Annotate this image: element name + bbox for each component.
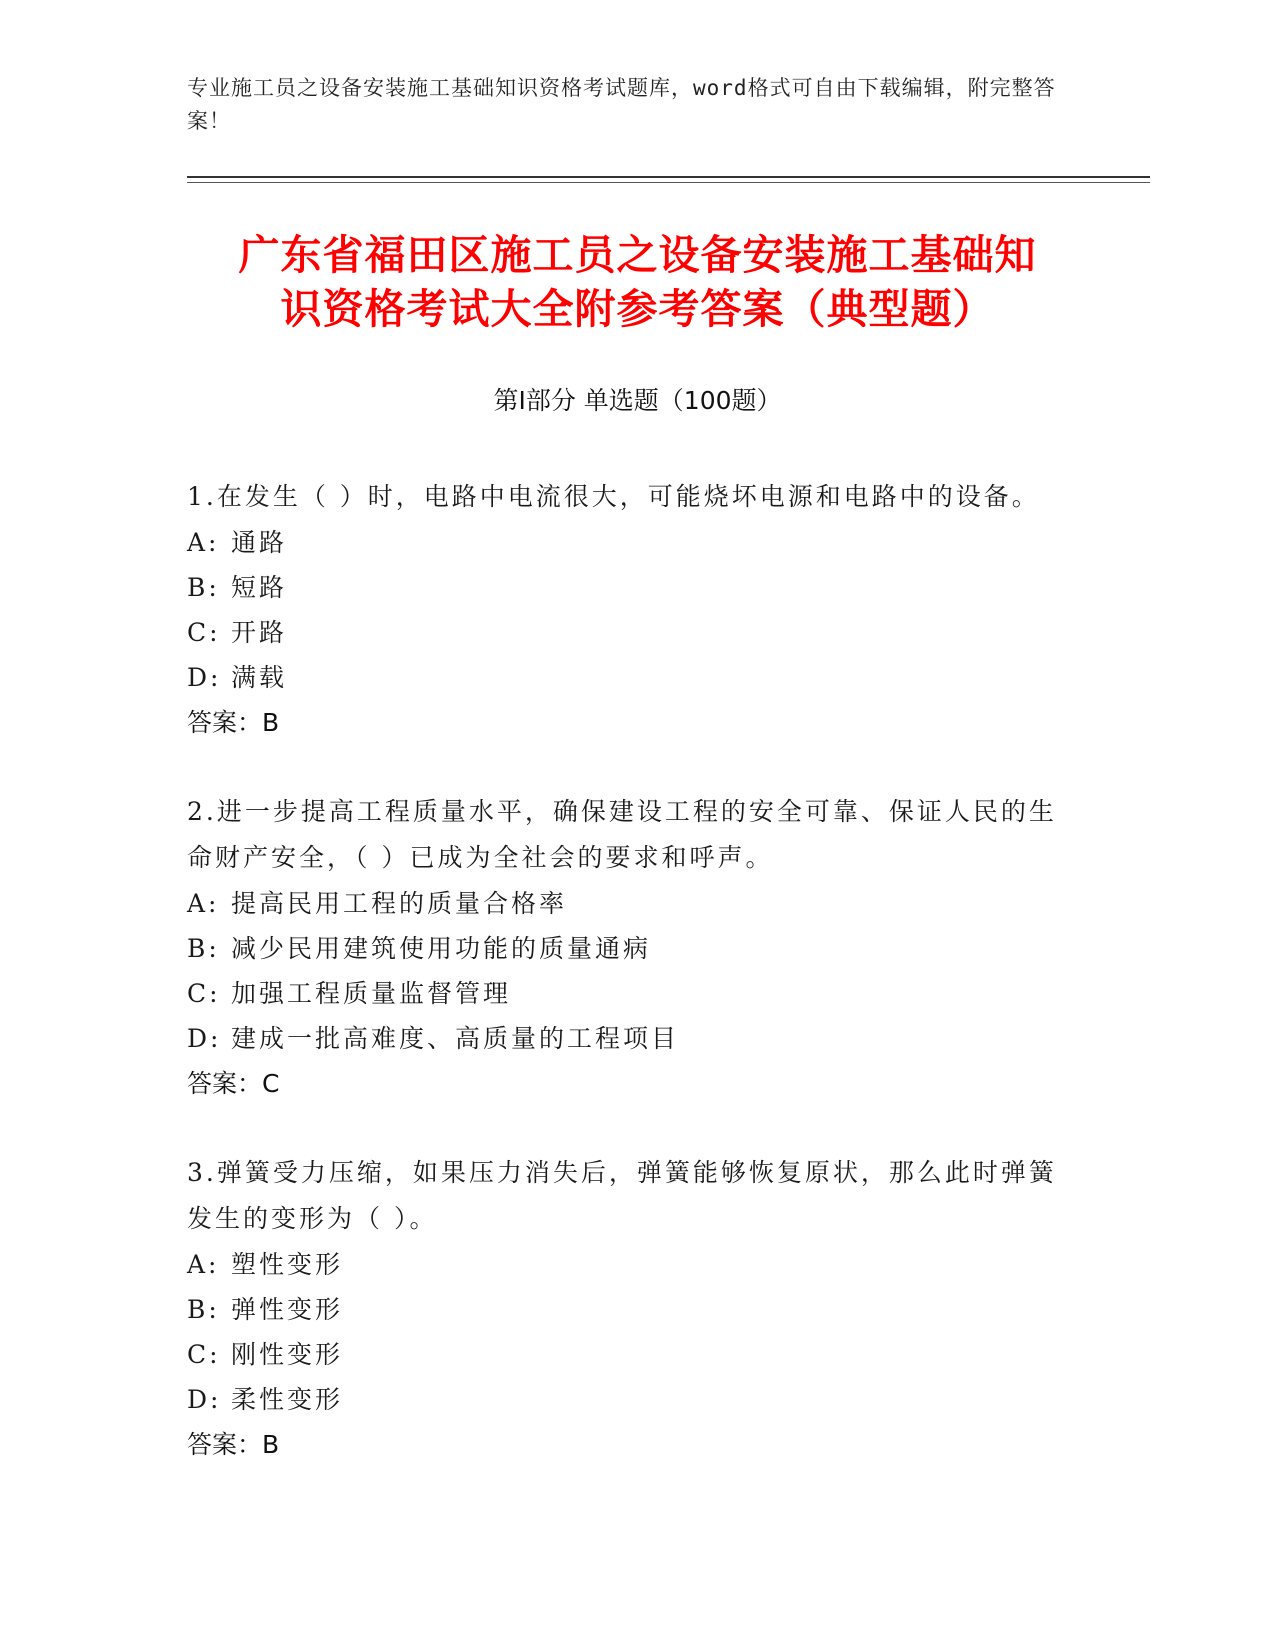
option-d — [187, 655, 1067, 700]
document-title-line-2: 识资格考试大全附参考答案（典型题） — [280, 285, 995, 333]
answer-line: 答案：B — [187, 1430, 280, 1459]
option-letter: A: — [187, 889, 220, 918]
section-title: 第Ⅰ部分 单选题（100题） — [493, 386, 782, 415]
option-letter: B: — [187, 573, 220, 602]
option-d — [187, 1016, 1067, 1061]
option-a — [187, 520, 1067, 565]
option-letter: A: — [187, 528, 220, 557]
question-item — [187, 789, 1067, 1107]
option-text: 弹性变形 — [231, 1295, 344, 1324]
answer-line: 答案：C — [187, 1069, 280, 1098]
option-a — [187, 881, 1067, 926]
option-text: 提高民用工程的质量合格率 — [231, 889, 568, 918]
question-item — [187, 474, 1067, 746]
answer-line: 答案：B — [187, 708, 280, 737]
document-title — [150, 228, 1125, 336]
option-letter: C: — [187, 979, 221, 1008]
question-item — [187, 1150, 1067, 1468]
option-text: 满载 — [231, 663, 288, 692]
option-text: 加强工程质量监督管理 — [231, 979, 512, 1008]
option-letter: A: — [187, 1250, 220, 1279]
option-text: 刚性变形 — [231, 1340, 344, 1369]
header-rule-thick — [187, 176, 1150, 178]
question-list — [187, 474, 1067, 1511]
header-rule-thin — [187, 182, 1150, 183]
option-b — [187, 565, 1067, 610]
option-d — [187, 1377, 1067, 1422]
option-text: 塑性变形 — [231, 1250, 344, 1279]
option-letter: C: — [187, 618, 221, 647]
question-stem: 2.进一步提高工程质量水平，确保建设工程的安全可靠、保证人民的生命财产安全，（ ）已成为全社会的要求和呼声。 — [187, 797, 1057, 872]
option-a — [187, 1242, 1067, 1287]
option-letter: D: — [187, 663, 222, 692]
option-letter: D: — [187, 1385, 222, 1414]
option-c — [187, 610, 1067, 655]
option-text: 减少民用建筑使用功能的质量通病 — [231, 934, 652, 963]
option-letter: B: — [187, 1295, 220, 1324]
option-letter: D: — [187, 1024, 222, 1053]
option-text: 短路 — [231, 573, 288, 602]
question-stem: 1.在发生（ ）时，电路中电流很大，可能烧坏电源和电路中的设备。 — [187, 482, 1040, 511]
option-text: 通路 — [231, 528, 288, 557]
option-letter: B: — [187, 934, 220, 963]
option-text: 开路 — [231, 618, 288, 647]
option-c — [187, 971, 1067, 1016]
document-title-line-1: 广东省福田区施工员之设备安装施工基础知 — [238, 231, 1037, 279]
option-text: 柔性变形 — [231, 1385, 344, 1414]
option-c — [187, 1332, 1067, 1377]
option-b — [187, 1287, 1067, 1332]
option-text: 建成一批高难度、高质量的工程项目 — [231, 1024, 680, 1053]
header-note: 专业施工员之设备安装施工基础知识资格考试题库，word格式可自由下载编辑，附完整答案！ — [187, 76, 1056, 133]
option-b — [187, 926, 1067, 971]
question-stem: 3.弹簧受力压缩，如果压力消失后，弹簧能够恢复原状，那么此时弹簧发生的变形为（ ）。 — [187, 1158, 1057, 1233]
option-letter: C: — [187, 1340, 221, 1369]
